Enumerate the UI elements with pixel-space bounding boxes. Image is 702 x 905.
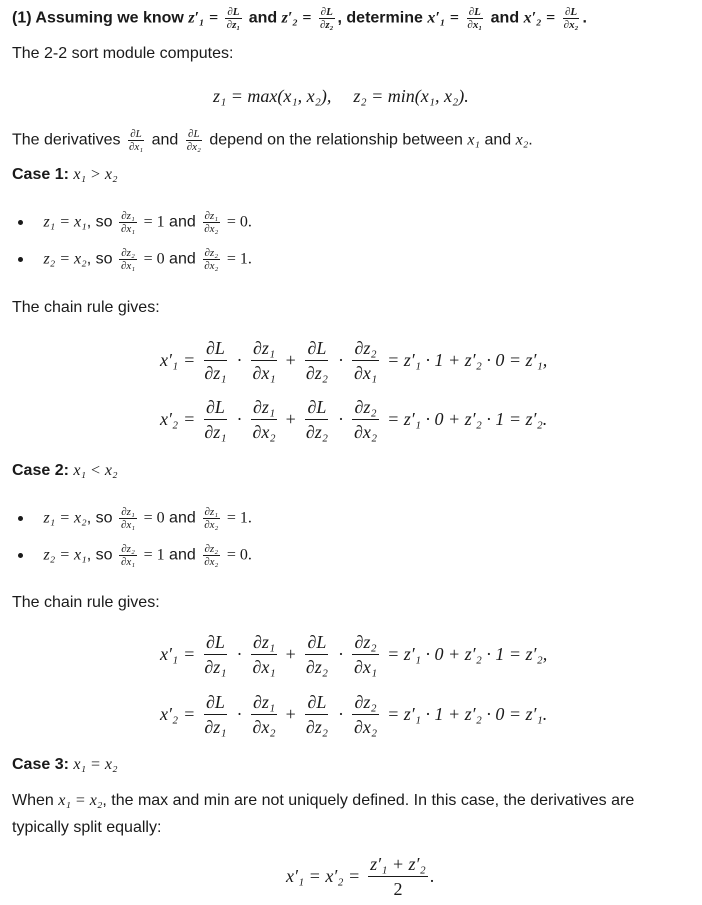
definition-equation — [213, 86, 469, 107]
def-z2: z₂ = min(x₁, x₂). — [353, 86, 469, 106]
case1-heading: Case 1: x₁ > x₂ — [12, 166, 118, 183]
case2-heading: Case 2: x₁ < x₂ — [12, 462, 118, 479]
section-heading: (1) Assuming we know z′₁ = $\frac{\partial L}{\text{∂z₁}}$ and z′₂ = $\frac{\partial L}{\text{∂z₂}}$ , determine x′₁ = $\frac{\partial L}{\text{∂x₁}}$ and x′₂ = $\frac{\partial L}{\text{∂x₂}}$ . — [12, 6, 587, 31]
case1-bullet-1: z₁ = x₁, so $\frac{\text{∂z₁}}{\text{∂x₁}}$ = 1 and $\frac{\text{∂z₁}}{\text{∂x₂}}$ = 0. — [18, 210, 252, 235]
heading-prefix: (1) Assuming we know — [12, 9, 184, 27]
case2-bullet-1: z₁ = x₂, so $\frac{\text{∂z₁}}{\text{∂x₁}}$ = 0 and $\frac{\text{∂z₁}}{\text{∂x₂}}$ = 1. — [18, 506, 252, 531]
derivatives-sentence: The derivatives $\frac{\partial L}{\text{∂x₁}}$ and $\frac{\partial L}{\text{∂x₂}}$ depend on the relationship between x₁ and x₂. — [12, 128, 533, 153]
case3-text-line2: typically split equally: — [12, 819, 162, 836]
case3-heading: Case 3: x₁ = x₂ — [12, 756, 118, 773]
heading-eq: = — [209, 9, 219, 27]
intro-text: The 2-2 sort module computes: — [12, 45, 234, 62]
chain-rule-label-1: The chain rule gives: — [12, 299, 160, 316]
case2-equation-2: x′₂ = $\frac{\partial L}{\text{∂z₁}}$ · $\frac{\text{∂z₁}}{\text{∂x₂}}$ + $\frac{\partial L}{\text{∂z₂}}$ · $\frac{\text{∂z₂}}{\text{∂x₂}}$ = z′₁ · 1 + z′₂ · 0 = z′₁. — [160, 692, 548, 737]
case2-bullet-2: z₂ = x₁, so $\frac{\text{∂z₂}}{\text{∂x₁}}$ = 1 and $\frac{\text{∂z₂}}{\text{∂x₂}}$ = 0. — [18, 543, 252, 568]
final-equation: x′₁ = x′₂ = $\frac{\text{z′₁ + z′₂}}{2}$ . — [286, 854, 435, 899]
heading-and: and — [248, 9, 278, 27]
case1-bullet-2: z₂ = x₂, so $\frac{\text{∂z₂}}{\text{∂x₁}}$ = 0 and $\frac{\text{∂z₂}}{\text{∂x₂}}$ = 1. — [18, 247, 252, 272]
heading-z1p: z′₁ — [188, 9, 205, 27]
heading-determine: , determine — [337, 9, 423, 27]
case2-equation-1: x′₁ = $\frac{\partial L}{\text{∂z₁}}$ · $\frac{\text{∂z₁}}{\text{∂x₁}}$ + $\frac{\partial L}{\text{∂z₂}}$ · $\frac{\text{∂z₂}}{\text{∂x₁}}$ = z′₁ · 0 + z′₂ · 1 = z′₂, — [160, 632, 548, 677]
def-z1: z₁ = max(x₁, x₂), — [213, 86, 332, 106]
chain-rule-label-2: The chain rule gives: — [12, 594, 160, 611]
case3-text-line1: When x₁ = x₂, the max and min are not uniquely defined. In this case, the derivatives are — [12, 792, 635, 809]
case1-equation-1: x′₁ = $\frac{\partial L}{\text{∂z₁}}$ · $\frac{\text{∂z₁}}{\text{∂x₁}}$ + $\frac{\partial L}{\text{∂z₂}}$ · $\frac{\text{∂z₂}}{\text{∂x₁}}$ = z′₁ · 1 + z′₂ · 0 = z′₁, — [160, 338, 548, 383]
case1-equation-2: x′₂ = $\frac{\partial L}{\text{∂z₁}}$ · $\frac{\text{∂z₁}}{\text{∂x₂}}$ + $\frac{\partial L}{\text{∂z₂}}$ · $\frac{\text{∂z₂}}{\text{∂x₂}}$ = z′₁ · 0 + z′₂ · 1 = z′₂. — [160, 397, 548, 442]
